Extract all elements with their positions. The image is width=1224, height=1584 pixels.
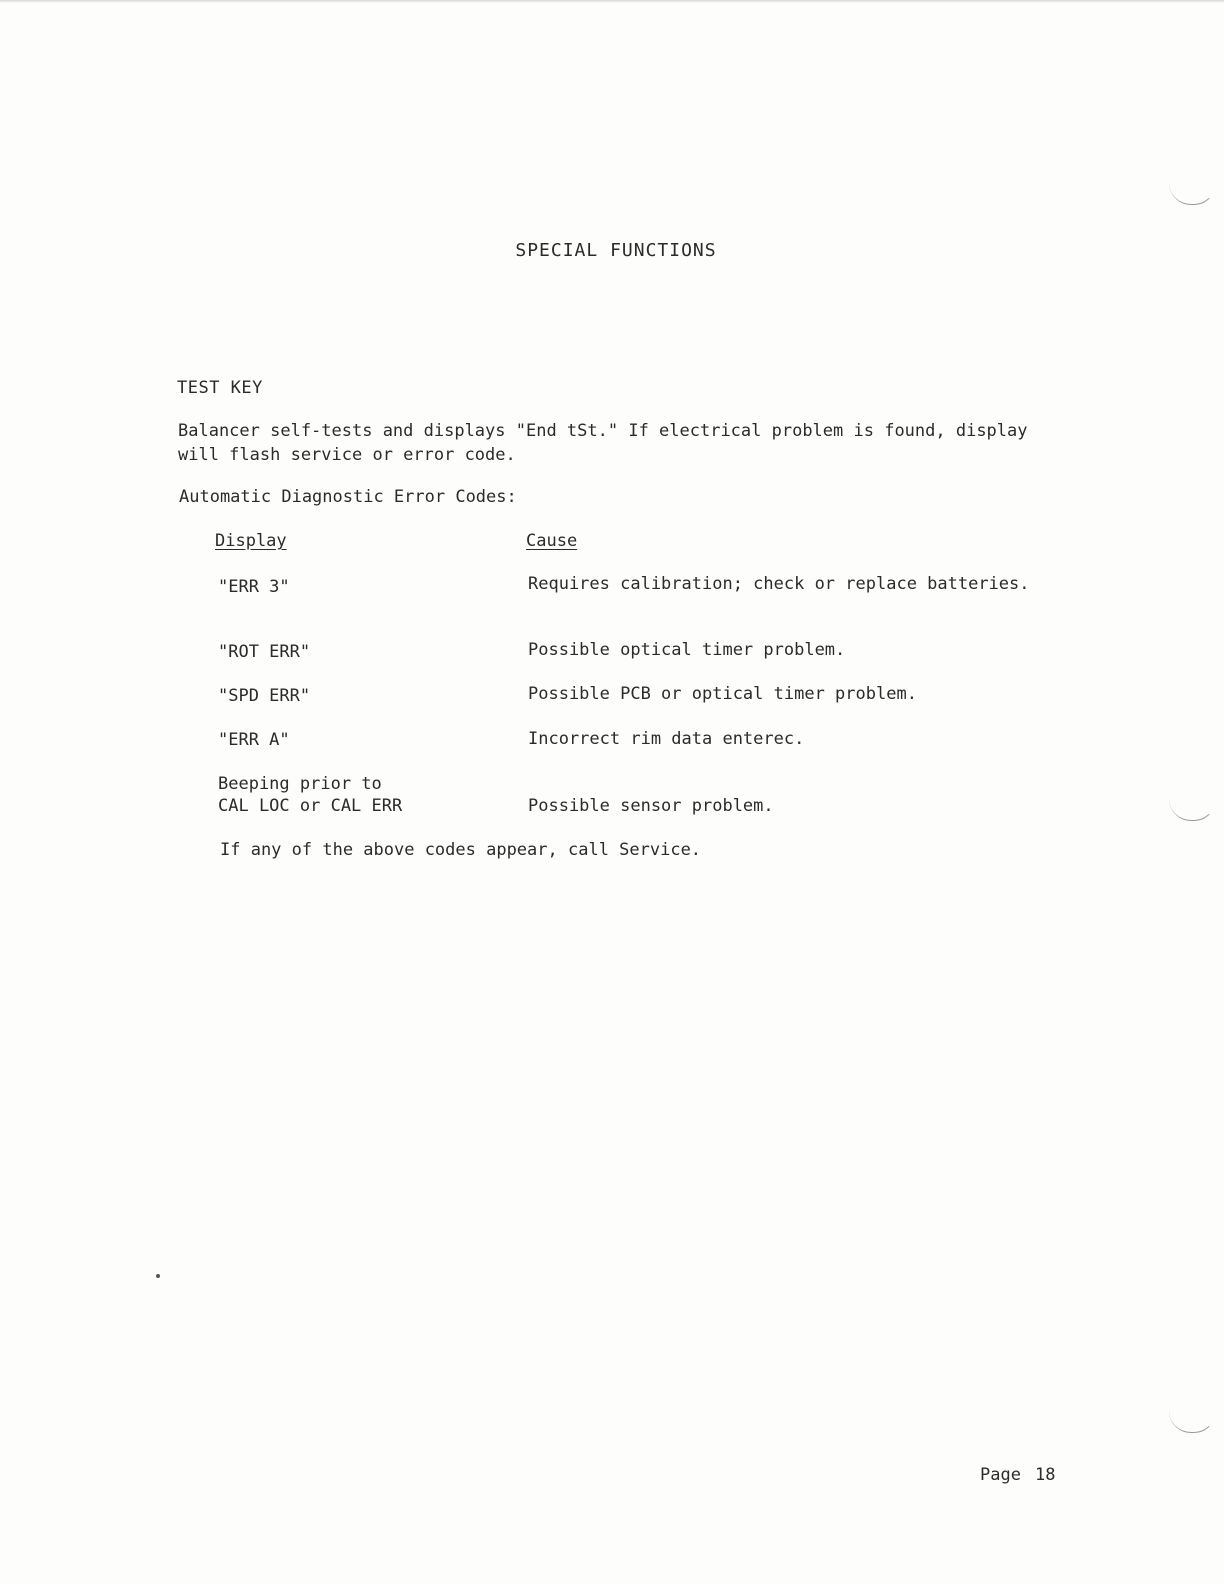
page-label: Page bbox=[980, 1465, 1021, 1485]
codes-heading: Automatic Diagnostic Error Codes: bbox=[179, 487, 517, 507]
error-code-display-line1: Beeping prior to bbox=[218, 774, 382, 794]
column-header-display: Display bbox=[215, 531, 287, 551]
page-number: 18 bbox=[1034, 1465, 1056, 1485]
error-code-display: "ERR A" bbox=[218, 730, 290, 750]
page-title: SPECIAL FUNCTIONS bbox=[515, 240, 717, 261]
column-header-cause: Cause bbox=[526, 531, 578, 551]
binder-hole-mark bbox=[1169, 182, 1216, 205]
error-code-cause: Requires calibration; check or replace batteries. bbox=[528, 574, 1030, 594]
intro-paragraph: Balancer self-tests and displays "End tSt." If electrical problem is found, display will flash service or error code. bbox=[178, 421, 1028, 465]
error-code-cause: Possible optical timer problem. bbox=[528, 640, 846, 660]
closing-note: If any of the above codes appear, call Service. bbox=[220, 840, 702, 860]
page-top-edge bbox=[0, 0, 1224, 3]
section-heading: TEST KEY bbox=[177, 378, 263, 398]
error-code-display: "ERR 3" bbox=[218, 577, 290, 597]
error-code-cause: Incorrect rim data enterec. bbox=[528, 729, 805, 749]
error-code-display: "ROT ERR" bbox=[218, 642, 311, 662]
error-code-cause: Possible PCB or optical timer problem. bbox=[528, 684, 917, 704]
page-footer bbox=[980, 1465, 1055, 1485]
binder-hole-mark bbox=[1169, 798, 1216, 821]
error-code-display-line2: CAL LOC or CAL ERR bbox=[218, 796, 403, 816]
scan-speck bbox=[156, 1274, 160, 1278]
error-code-cause: Possible sensor problem. bbox=[528, 796, 774, 816]
binder-hole-mark bbox=[1169, 1410, 1216, 1433]
error-code-display: "SPD ERR" bbox=[218, 686, 311, 706]
